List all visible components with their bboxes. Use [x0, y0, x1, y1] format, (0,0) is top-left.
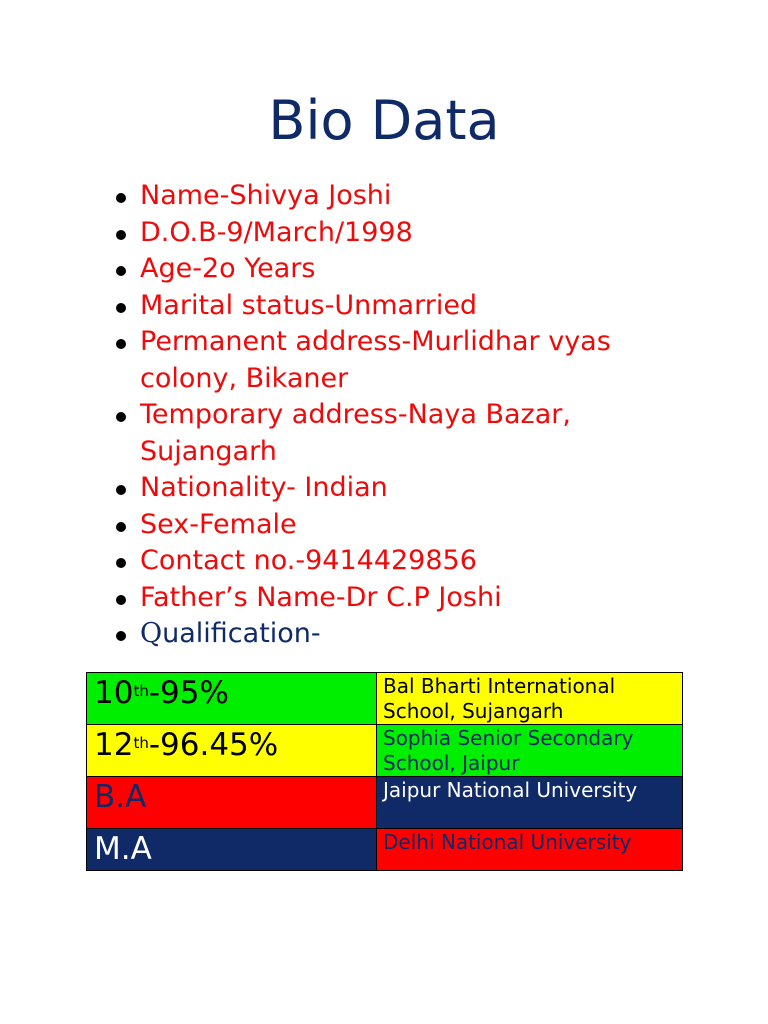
- detail-permanent-address: Permanent address-Murlidhar vyas colony, Bikaner: [140, 326, 611, 394]
- qualification-level-cell: [87, 673, 377, 725]
- qualification-institution-cell: [377, 725, 683, 777]
- list-item: [110, 215, 710, 252]
- table-row: [87, 725, 683, 777]
- qualification-level: M.A: [94, 831, 152, 867]
- qualification-score: -95%: [148, 675, 229, 711]
- list-item: [110, 580, 710, 617]
- table-row: [87, 829, 683, 871]
- list-item: [110, 543, 710, 580]
- list-item: [110, 288, 710, 325]
- qualification-heading: ualification-: [162, 618, 321, 649]
- bullet-icon: [116, 595, 126, 605]
- table-row: [87, 777, 683, 829]
- list-item: [110, 507, 710, 544]
- detail-age: Age-2o Years: [140, 253, 316, 284]
- detail-marital-status: Marital status-Unmarried: [140, 289, 478, 321]
- list-item: [110, 470, 710, 507]
- qualification-level-cell: [87, 725, 377, 777]
- table-row: [87, 673, 683, 725]
- qualification-institution: Delhi National University: [383, 830, 632, 854]
- qualification-level: B.A: [94, 779, 147, 815]
- bullet-icon: [116, 230, 126, 240]
- list-item: [110, 251, 710, 288]
- qualification-institution: Sophia Senior Secondary School, Jaipur: [383, 726, 634, 775]
- detail-dob: D.O.B-9/March/1998: [140, 216, 413, 248]
- bullet-icon: [116, 631, 126, 641]
- qualification-level-cell: [87, 829, 377, 871]
- bullet-icon: [116, 485, 126, 495]
- list-item: [110, 616, 710, 653]
- bullet-icon: [116, 339, 126, 349]
- qualification-institution: Jaipur National University: [383, 778, 638, 802]
- detail-name: Name-Shivya Joshi: [140, 180, 392, 211]
- page-title: Bio Data: [268, 89, 500, 152]
- qualification-level: 10: [94, 675, 134, 711]
- list-item: [110, 397, 710, 470]
- bullet-icon: [116, 303, 126, 313]
- detail-sex: Sex-Female: [140, 508, 297, 540]
- qualification-level-suffix: th: [133, 682, 149, 700]
- list-item: [110, 324, 710, 397]
- detail-contact: Contact no.-9414429856: [140, 545, 477, 576]
- detail-nationality: Nationality- Indian: [140, 472, 388, 503]
- qualification-table: [86, 672, 683, 871]
- qualification-level-suffix: th: [133, 734, 149, 752]
- qualification-level-cell: [87, 777, 377, 829]
- detail-father-name: Father’s Name-Dr C.P Joshi: [140, 581, 502, 613]
- qualification-institution: Bal Bharti International School, Sujangarh: [383, 674, 616, 723]
- list-item: [110, 178, 710, 215]
- bio-details-list: [110, 178, 710, 653]
- detail-temporary-address: Temporary address-Naya Bazar, Sujangarh: [140, 399, 571, 467]
- bullet-icon: [116, 558, 126, 568]
- qualification-institution-cell: [377, 829, 683, 871]
- bullet-icon: [116, 522, 126, 532]
- bullet-icon: [116, 193, 126, 203]
- bullet-icon: [116, 266, 126, 276]
- bullet-icon: [116, 412, 126, 422]
- qualification-initial: Q: [140, 618, 163, 649]
- qualification-score: -96.45%: [148, 727, 279, 763]
- qualification-level: 12: [94, 727, 134, 763]
- qualification-institution-cell: [377, 777, 683, 829]
- qualification-institution-cell: [377, 673, 683, 725]
